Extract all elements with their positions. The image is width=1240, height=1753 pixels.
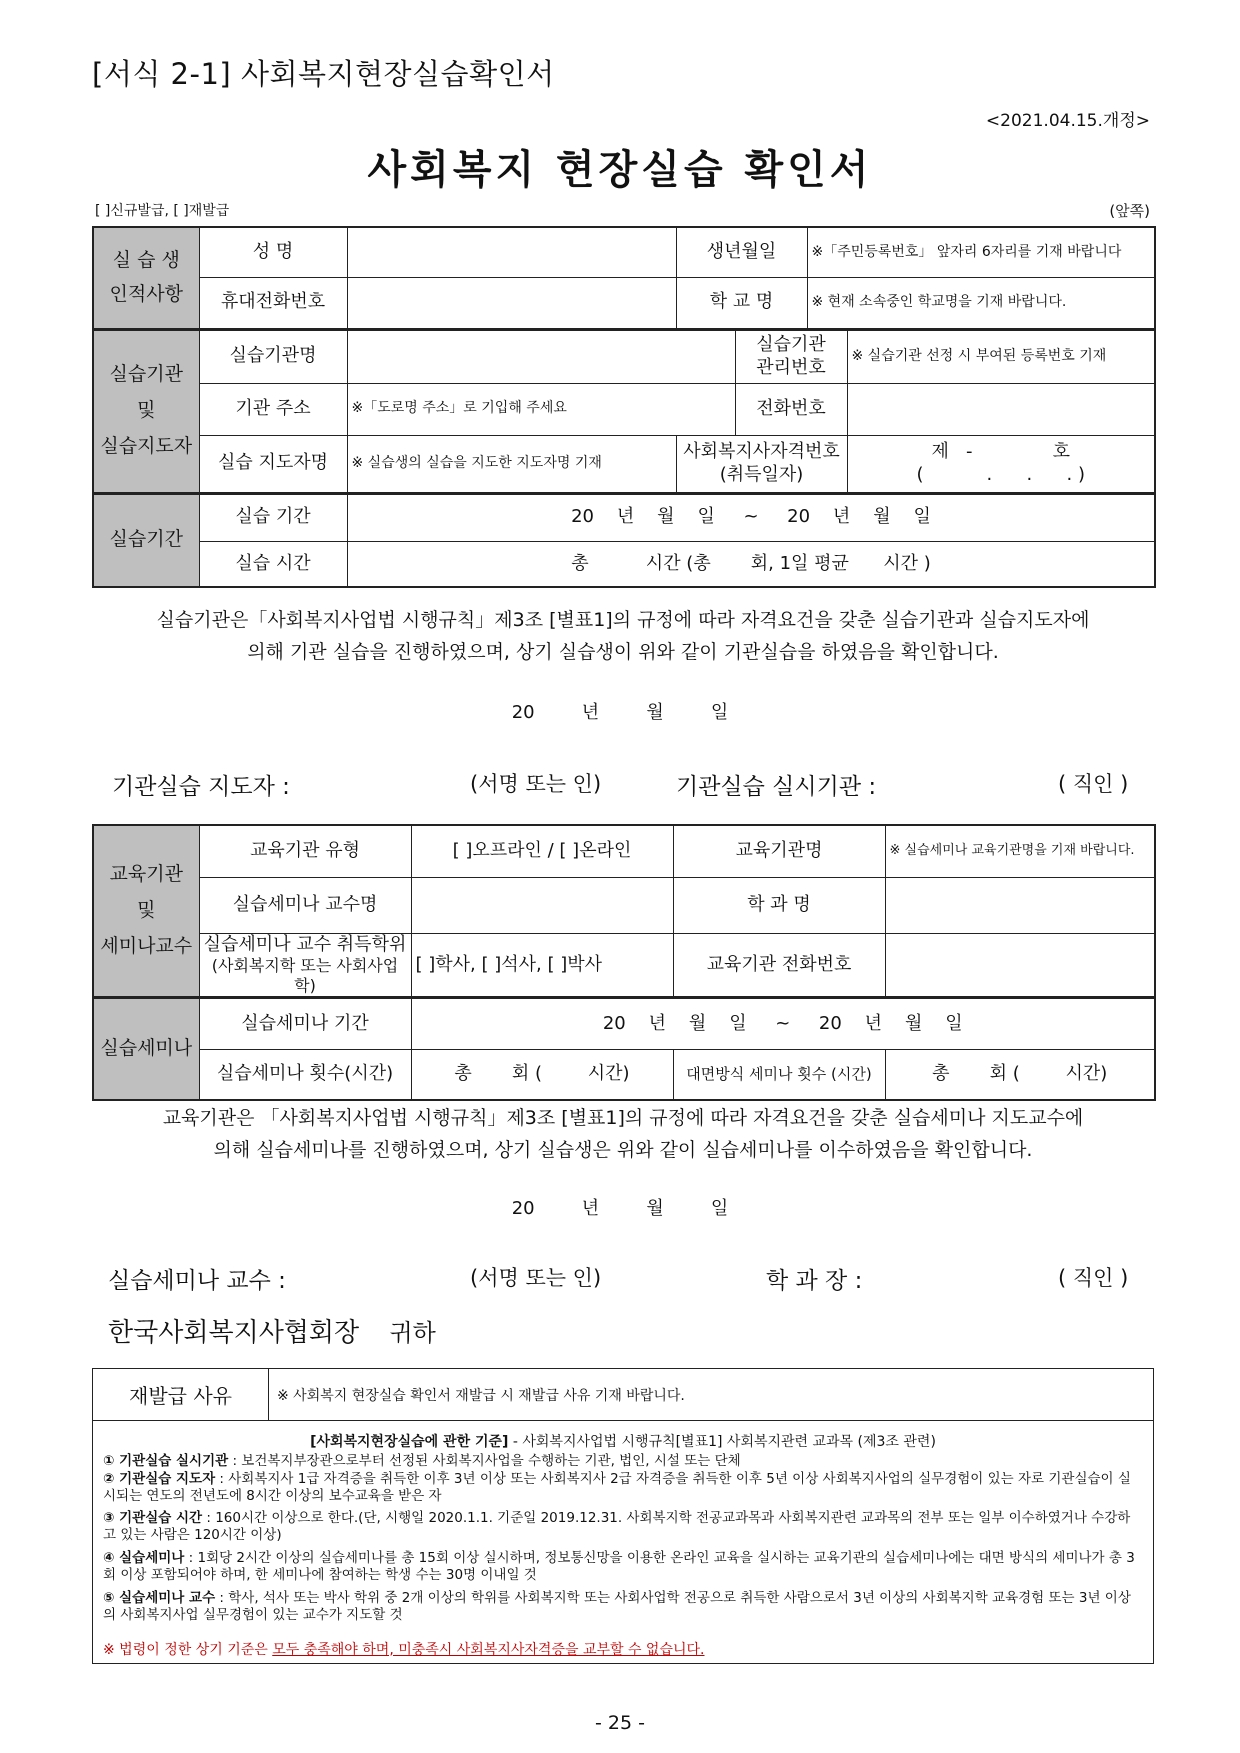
name-field[interactable] (347, 227, 676, 277)
phone-field[interactable] (347, 277, 676, 329)
seminar-period-label: 실습세미나 기간 (199, 998, 411, 1050)
criteria-item: ④ 실습세미나 : 1회당 2시간 이상의 실습세미나를 총 15회 이상 실시하며, 정보통신망을 이용한 온라인 교육을 실시하는 교육기관의 실습세미나에는 대면 방식의 세미나가 총 3회 이상 포함되어야 하며, 한 세미나에 참여하는 학생 수는 30명 이내일 것 (103, 1550, 1135, 1583)
issue-type: [ ]신규발급, [ ]재발급 (95, 203, 230, 219)
period-label: 실습 기간 (199, 493, 347, 541)
edu-type-field[interactable]: [ ]오프라인 / [ ]온라인 (411, 825, 673, 877)
phone-label: 휴대전화번호 (199, 277, 347, 329)
agency-address-field[interactable]: ※「도로명 주소」로 기입해 주세요 (347, 383, 735, 435)
agency-mgmt-label-line1: 실습기관 (756, 334, 826, 355)
agency-section-and: 및 (137, 399, 156, 422)
agency-confirmation-date: 20 년 월 일 (511, 702, 729, 723)
birth-label: 생년월일 (676, 227, 807, 277)
criteria-title (93, 1431, 1153, 1451)
period-field[interactable]: 20 년 월 일 ~ 20 년 월 일 (347, 493, 1155, 541)
dean-seal-field[interactable]: ( 직인 ) (1058, 1266, 1129, 1290)
agency-section-subtitle: 실습지도자 (100, 434, 193, 457)
supervisor-field[interactable]: ※ 실습생의 실습을 지도한 지도자명 기재 (347, 435, 676, 493)
recipient-org: 한국사회복지사협회장 (108, 1318, 360, 1348)
degree-field[interactable]: [ ]학사, [ ]석사, [ ]박사 (411, 933, 673, 998)
edu-tel-field[interactable] (885, 933, 1155, 998)
page-number: - 25 - (595, 1712, 645, 1734)
side-label: (앞쪽) (1109, 202, 1150, 220)
license-field[interactable] (847, 435, 1155, 493)
agency-tel-field[interactable] (847, 383, 1155, 435)
document-title: 사회복지 현장실습 확인서 (367, 147, 873, 193)
supervisor-signature-label: 기관실습 지도자 : (112, 774, 290, 800)
recipient-suffix: 귀하 (389, 1319, 436, 1347)
reissue-row (93, 1369, 1153, 1421)
school-field[interactable]: ※ 현재 소속중인 학교명을 기재 바랍니다. (807, 277, 1155, 329)
education-section-title: 교육기관 (109, 863, 183, 886)
supervisor-label: 실습 지도자명 (199, 435, 347, 493)
seminar-info-table (92, 824, 1156, 1101)
criteria-item: ⑤ 실습세미나 교수 : 학사, 석사 또는 박사 학위 중 2개 이상의 학위를 사회복지학 또는 사회사업학 전공으로 취득한 사람으로서 3년 이상의 사회복지학 교육경험 또는 3년 이상의 사회복지사업 실무경험이 있는 교수가 지도할 것 (103, 1590, 1131, 1623)
prof-name-label: 실습세미나 교수명 (199, 877, 411, 933)
degree-label-line2: (사회복지학 또는 사회사업학) (211, 956, 399, 995)
education-confirmation (92, 1102, 1154, 1166)
dean-signature-label: 학 과 장 : (766, 1268, 863, 1294)
agency-section-header (93, 329, 199, 493)
education-confirmation-line1: 교육기관은 「사회복지사업법 시행규칙」제3조 [별표1]의 규정에 따라 자격요건을 갖춘 실습세미나 지도교수에 (162, 1107, 1084, 1129)
agency-address-label: 기관 주소 (199, 383, 347, 435)
agency-signature-label: 기관실습 실시기관 : (676, 774, 877, 800)
agency-confirmation (92, 604, 1154, 668)
license-label (676, 435, 847, 493)
criteria-title-bold: [사회복지현장실습에 관한 기준] (310, 1434, 509, 1450)
prof-sign-field[interactable]: (서명 또는 인) (470, 1266, 602, 1290)
criteria-title-rest: - 사회복지사업법 시행규칙[별표1] 사회복지관련 교과목 (제3조 관련) (508, 1434, 936, 1450)
education-confirmation-line2: 의해 실습세미나를 진행하였으며, 상기 실습생은 위와 같이 실습세미나를 이수하였음을 확인합니다. (213, 1139, 1033, 1161)
agency-name-field[interactable] (347, 329, 735, 383)
student-section-title: 실 습 생 (112, 249, 180, 271)
agency-mgmt-field[interactable]: ※ 실습기관 선정 시 부여된 등록번호 기재 (847, 329, 1155, 383)
license-number: 제 - 호 (931, 441, 1071, 462)
degree-label (199, 933, 411, 998)
seminar-section-header: 실습세미나 (93, 998, 199, 1100)
seminar-count-field[interactable]: 총 회 ( 시간) (411, 1050, 673, 1100)
name-label: 성 명 (199, 227, 347, 277)
dept-label: 학 과 명 (673, 877, 885, 933)
seminar-count-label: 실습세미나 횟수(시간) (199, 1050, 411, 1100)
form-label: [서식 2-1] 사회복지현장실습확인서 (92, 57, 555, 91)
agency-section-title: 실습기관 (109, 363, 183, 386)
criteria-warning-prefix: ※ 법령이 정한 상기 기준은 (103, 1642, 273, 1658)
criteria-warning-underlined: 모두 충족해야 하며, 미충족시 사회복지사자격증을 교부할 수 없습니다. (272, 1642, 705, 1658)
prof-signature-label: 실습세미나 교수 : (108, 1268, 286, 1294)
agency-confirmation-line2: 의해 기관 실습을 진행하였으며, 상기 실습생이 위와 같이 기관실습을 하였음을 확인합니다. (247, 641, 999, 663)
supervisor-sign-field[interactable]: (서명 또는 인) (470, 772, 602, 796)
revision-date: <2021.04.15.개정> (985, 111, 1150, 131)
hours-field[interactable]: 총 시간 (총 회, 1일 평균 시간 ) (347, 541, 1155, 587)
reissue-field[interactable]: ※ 사회복지 현장실습 확인서 재발급 시 재발급 사유 기재 바랍니다. (277, 1387, 685, 1404)
criteria-item: ① 기관실습 실시기관 : 보건복지부장관으로부터 선정된 사회복지사업을 수행하는 기관, 법인, 시설 또는 단체 (103, 1453, 741, 1469)
edu-inst-field[interactable]: ※ 실습세미나 교육기관명을 기재 바랍니다. (885, 825, 1155, 877)
student-section-subtitle: 인적사항 (109, 282, 183, 305)
agency-name-label: 실습기관명 (199, 329, 347, 383)
license-label-line1: 사회복지사자격번호 (683, 441, 840, 462)
edu-type-label: 교육기관 유형 (199, 825, 411, 877)
practicum-info-table (92, 226, 1156, 588)
degree-label-line1: 실습세미나 교수 취득학위 (203, 933, 407, 955)
education-confirmation-date: 20 년 월 일 (511, 1198, 729, 1219)
birth-field[interactable]: ※「주민등록번호」 앞자리 6자리를 기재 바랍니다 (807, 227, 1155, 277)
license-date: ( . . . ) (916, 463, 1086, 485)
agency-seal-field[interactable]: ( 직인 ) (1058, 772, 1129, 796)
agency-tel-label: 전화번호 (735, 383, 847, 435)
reissue-and-criteria-box (92, 1368, 1154, 1664)
period-section-header: 실습기간 (93, 493, 199, 587)
edu-inst-label: 교육기관명 (673, 825, 885, 877)
recipient (108, 1312, 436, 1349)
f2f-count-label: 대면방식 세미나 횟수 (시간) (673, 1050, 885, 1100)
criteria-item: ③ 기관실습 시간 : 160시간 이상으로 한다.(단, 시행일 2020.1.1. 기준일 2019.12.31. 사회복지학 전공교과목과 사회복지관련 교과목의 전부 또는 일부 이수하였거나 수강하고 있는 사람은 120시간 이상) (103, 1510, 1131, 1543)
education-section-header (93, 825, 199, 998)
dept-field[interactable] (885, 877, 1155, 933)
student-section-header (93, 227, 199, 329)
hours-label: 실습 시간 (199, 541, 347, 587)
criteria-warning (103, 1639, 704, 1659)
agency-mgmt-label-line2: 관리번호 (756, 356, 826, 378)
seminar-period-field[interactable]: 20 년 월 일 ~ 20 년 월 일 (411, 998, 1155, 1050)
education-section-and: 및 (137, 899, 156, 922)
agency-confirmation-line1: 실습기관은「사회복지사업법 시행규칙」제3조 [별표1]의 규정에 따라 자격요건을 갖춘 실습기관과 실습지도자에 (156, 609, 1090, 631)
f2f-count-field[interactable]: 총 회 ( 시간) (885, 1050, 1155, 1100)
prof-name-field[interactable] (411, 877, 673, 933)
license-label-line2: (취득일자) (719, 463, 804, 485)
reissue-label: 재발급 사유 (93, 1369, 269, 1420)
edu-tel-label: 교육기관 전화번호 (673, 933, 885, 998)
school-label: 학 교 명 (676, 277, 807, 329)
agency-mgmt-label (735, 329, 847, 383)
education-section-subtitle: 세미나교수 (100, 934, 193, 957)
criteria-item: ② 기관실습 지도자 : 사회복지사 1급 자격증을 취득한 이후 3년 이상 또는 사회복지사 2급 자격증을 취득한 이후 5년 이상 사회복지사업의 실무경험이 있는 자로 기관실습이 실시되는 연도의 전년도에 8시간 이상의 보수교육을 받은 자 (103, 1471, 1131, 1504)
